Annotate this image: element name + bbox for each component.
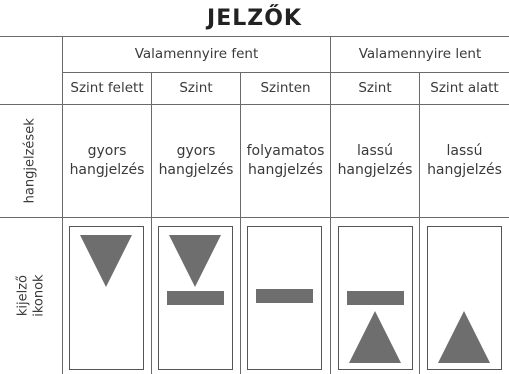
triangle-down-icon [80,235,132,287]
display-icon-box [69,226,144,370]
bar-icon [256,289,313,303]
row-label-sounds-text: hangjelzések [23,118,39,204]
sound-cell: lassú hangjelzés [427,143,502,178]
triangle-down-icon [169,235,221,287]
row-label-icons-line2: ikonok [30,274,46,318]
display-icon-box [427,226,502,370]
column-header: Szint felett [70,80,144,97]
row-label-icons [0,218,62,374]
page-title: JELZŐK [207,6,302,31]
column-header: Szint alatt [430,80,499,97]
sound-cell: folyamatos hangjelzés [246,143,325,178]
display-icon-box [338,226,413,370]
row-label-icons-line1: kijelző [15,275,31,317]
group-header-below: Valamennyire lent [358,46,482,63]
bar-icon [347,291,404,305]
column-header: Szint [358,80,392,97]
triangle-up-icon [438,311,490,363]
bar-icon [167,291,224,305]
sound-cell: gyors hangjelzés [158,143,234,178]
triangle-up-icon [349,311,401,363]
group-header-above: Valamennyire fent [134,46,259,63]
sound-cell: lassú hangjelzés [337,143,413,178]
column-header: Szint [179,80,213,97]
sound-cell: gyors hangjelzés [69,143,145,178]
divider [0,217,509,218]
display-icon-box [247,226,322,370]
display-icon-box [158,226,233,370]
row-label-sounds [0,105,62,217]
column-header: Szinten [260,80,311,97]
